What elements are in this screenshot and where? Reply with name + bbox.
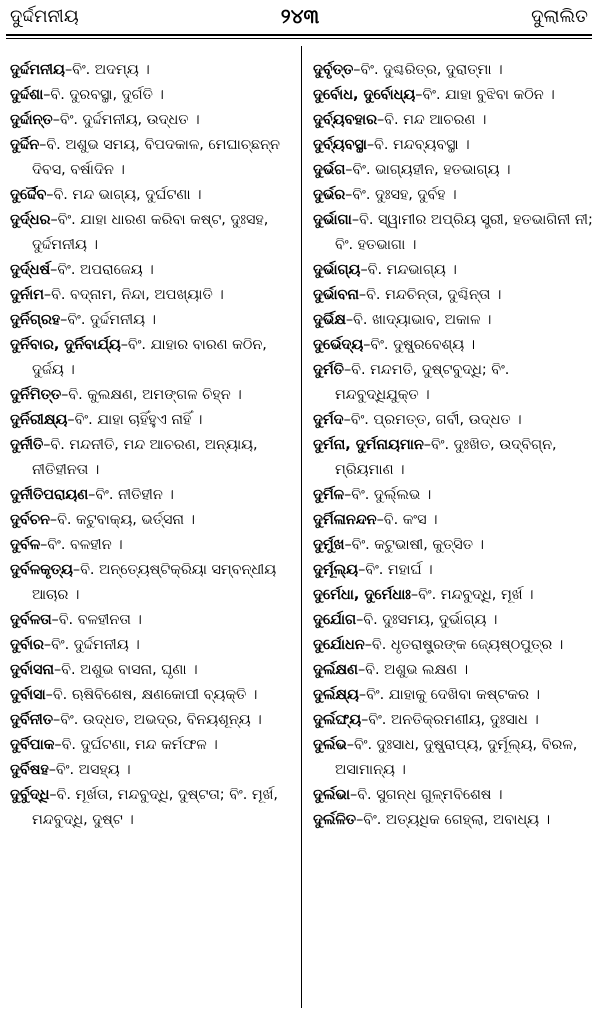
- entry-headword: ଦୁର୍ଦ୍ଦୈବ: [10, 187, 47, 203]
- entry-headword: ଦୁର୍ବ୍ୟବସ୍ଥା: [313, 137, 367, 153]
- entry-definition: –ବି. ମନ୍ଦ ଭାଗ୍ୟ, ଦୁର୍ଘଟଣା ।: [46, 187, 202, 203]
- entry-definition: –ବି. ଖାଦ୍ୟାଭାବ, ଅକାଳ ।: [345, 312, 492, 328]
- dictionary-entry: [10, 258, 294, 283]
- dictionary-entry: [313, 808, 597, 833]
- entry-headword: ଦୁର୍ବିଷହ: [10, 762, 49, 778]
- entry-definition: –ବିଂ. ଉଦ୍ଧତ, ଅଭଦ୍ର, ବିନୟଶୂନ୍ୟ ।: [53, 712, 262, 728]
- entry-headword: ଦୁର୍ବିନୀତ: [10, 712, 54, 728]
- entry-headword: ଦୁର୍ବଳ: [10, 537, 41, 553]
- entry-definition: –ବିଂ. ଯାହା ବୁଝିବା କଠିନ ।: [415, 87, 555, 103]
- left-column: [10, 58, 294, 833]
- entry-definition: –ବିଂ. ଅସହ୍ୟ ।: [48, 762, 131, 778]
- dictionary-entry: [10, 558, 294, 608]
- dictionary-entry: [313, 658, 597, 683]
- entry-headword: ଦୁର୍ଭଗ: [313, 162, 346, 178]
- dictionary-entry: [10, 633, 294, 658]
- dictionary-entry: [313, 358, 597, 408]
- entry-definition: –ବି. ମନ୍ଦଭାଗ୍ୟ ।: [360, 262, 457, 278]
- dictionary-entry: [313, 183, 597, 208]
- entry-definition: –ବି. ବଦ୍‌ନାମ, ନିନ୍ଦା, ଅପଖ୍ୟାତି ।: [43, 287, 224, 303]
- dictionary-entry: [10, 83, 294, 108]
- entry-definition: –ବିଂ. ଦୁର୍ଦ୍ଦମନୀୟ ।: [43, 637, 140, 653]
- entry-headword: ଦୁର୍ଦ୍ଦମନୀୟ: [10, 62, 65, 78]
- dictionary-entry: [313, 533, 597, 558]
- entry-headword: ଦୁର୍ବଚନ: [10, 512, 50, 528]
- entry-headword: ଦୁର୍ବୃତ୍ତ: [313, 62, 354, 78]
- entry-definition: –ବିଂ. ମନ୍ଦବୁଦ୍ଧି, ମୂର୍ଖ ।: [410, 587, 534, 603]
- dictionary-entry: [313, 258, 597, 283]
- entry-headword: ଦୁର୍ଦ୍ଦଶା: [10, 87, 44, 103]
- entry-definition: –ବିଂ. ଦୁଃସହ, ଦୁର୍ବହ ।: [345, 187, 457, 203]
- dictionary-entry: [313, 558, 597, 583]
- dictionary-entry: [10, 783, 294, 833]
- dictionary-entry: [10, 383, 294, 408]
- entry-definition: –ବିଂ. ଦୁର୍ଦ୍ଦମନୀୟ, ଉଦ୍ଧତ ।: [52, 112, 200, 128]
- entry-headword: ଦୁର୍ମନା, ଦୁର୍ମନାୟମାନ: [313, 437, 424, 453]
- entry-headword: ଦୁର୍ବାସନା: [10, 662, 54, 678]
- header-rule-thin: [6, 38, 592, 39]
- dictionary-entry: [10, 758, 294, 783]
- entry-headword: ଦୁର୍ନିମିତ୍ତ: [10, 387, 62, 403]
- dictionary-entry: [313, 508, 597, 533]
- entry-definition: –ବିଂ. ଦୁର୍ଦ୍ଦମନୀୟ ।: [60, 312, 157, 328]
- entry-headword: ଦୁର୍ମୂଲ୍ୟ: [313, 562, 359, 578]
- entry-definition: –ବିଂ. ଅନତିକ୍ରମଣୀୟ, ଦୁଃସାଧ ।: [361, 712, 539, 728]
- dictionary-entry: [313, 58, 597, 83]
- entry-definition: –ବିଂ. ଅପରାଜେୟ ।: [50, 262, 154, 278]
- entry-definition: –ବି. ମନ୍ଦନୀତି, ମନ୍ଦ ଆଚରଣ, ଅନ୍ୟାୟ, ନୀତିହୀନତା ।: [32, 437, 258, 478]
- entry-headword: ଦୁର୍ନିରୀକ୍ଷ୍ୟ: [10, 412, 68, 428]
- dictionary-entry: [10, 683, 294, 708]
- entry-definition: –ବିଂ. ବଳହୀନ ।: [40, 537, 123, 553]
- dictionary-entry: [313, 208, 597, 258]
- entry-headword: ଦୁର୍ବୋଧ, ଦୁର୍ବୋଧ୍ୟ: [313, 87, 416, 103]
- dictionary-entry: [313, 583, 597, 608]
- dictionary-entry: [313, 683, 597, 708]
- entry-headword: ଦୁର୍ମେଧା, ଦୁର୍ମେଧାଃ: [313, 587, 411, 603]
- entry-headword: ଦୁର୍ମିଳ: [313, 487, 345, 503]
- entry-headword: ଦୁର୍ମିଳାନନ୍ଦନ: [313, 512, 377, 528]
- entry-headword: ଦୁର୍ଭେଦ୍ୟ: [313, 337, 364, 353]
- entry-definition: –ବି. ଧୃତରାଷ୍ଟ୍ରଙ୍କ ଜ୍ୟେଷ୍ଠପୁତ୍ର ।: [364, 637, 564, 653]
- entry-definition: –ବି. ଅଶୁଭ ବାସନା, ଘୃଣା ।: [53, 662, 198, 678]
- entry-headword: ଦୁର୍ବାର: [10, 637, 44, 653]
- dictionary-entry: [313, 483, 597, 508]
- entry-definition: –ବି. ଅଶୁଭ ଲକ୍ଷଣ ।: [357, 662, 469, 678]
- entry-definition: –ବିଂ. ଯାହାର ବାରଣ କଠିନ, ଦୁର୍ଜୟ ।: [32, 337, 267, 378]
- dictionary-entry: [10, 708, 294, 733]
- entry-definition: –ବି. କଂସ ।: [376, 512, 438, 528]
- dictionary-entry: [10, 483, 294, 508]
- entry-definition: –ବି. ମନ୍ଦଚିନ୍ତା, ଦୁଶ୍ଚିନ୍ତା ।: [358, 287, 502, 303]
- entry-headword: ଦୁର୍ଦ୍ଦିନ: [10, 137, 40, 153]
- dictionary-entry: [313, 83, 597, 108]
- entry-definition: –ବିଂ. ଅଦମ୍ୟ ।: [64, 62, 150, 78]
- entry-definition: –ବିଂ. ଅତ୍ୟଧିକ ଗେହ୍ଲା, ଅବାଧ୍ୟ ।: [356, 812, 551, 828]
- entry-headword: ଦୁର୍ଲଙ୍ଘ୍ୟ: [313, 712, 362, 728]
- entry-headword: ଦୁର୍ନିବାର, ଦୁର୍ନିବାର୍ଯ୍ୟ: [10, 337, 121, 353]
- entry-headword: ଦୁର୍ଲକ୍ଷ୍ୟ: [313, 687, 359, 703]
- dictionary-entry: [10, 658, 294, 683]
- dictionary-entry: [313, 133, 597, 158]
- entry-definition: –ବିଂ. ଯାହାକୁ ଦେଖିବା କଷ୍ଟକର ।: [358, 687, 540, 703]
- entry-headword: ଦୁର୍ଲଳିତ: [313, 812, 357, 828]
- entry-headword: ଦୁର୍ନୀତି: [10, 437, 44, 453]
- dictionary-entry: [10, 108, 294, 133]
- dictionary-entry: [10, 533, 294, 558]
- entry-headword: ଦୁର୍ଯୋଧନ: [313, 637, 365, 653]
- entry-headword: ଦୁର୍ମଦ: [313, 412, 344, 428]
- dictionary-entry: [10, 608, 294, 633]
- entry-definition: –ବିଂ. ଦୁଃଖିତ, ଉଦ୍‌ବିଗ୍ନ, ମ୍ରିୟମାଣ ।: [335, 437, 557, 478]
- entry-headword: ଦୁର୍ବିପାକ: [10, 737, 55, 753]
- entry-definition: –ବି. ଋଷିବିଶେଷ, କ୍ଷଣକୋପୀ ବ୍ୟକ୍ତି ।: [45, 687, 258, 703]
- entry-headword: ଦୁର୍ଦ୍ଧର୍ଷ: [10, 262, 51, 278]
- entry-definition: –ବିଂ. ନୀତିହୀନ ।: [88, 487, 174, 503]
- dictionary-entry: [313, 733, 597, 783]
- header-rule: [6, 34, 592, 36]
- entry-headword: ଦୁର୍ଭାବନା: [313, 287, 359, 303]
- entry-definition: –ବି. କଟୁବାକ୍ୟ, ଭର୍ତ୍ସନା ।: [49, 512, 195, 528]
- column-divider: [301, 46, 302, 1008]
- entry-headword: ଦୁର୍ବାସା: [10, 687, 46, 703]
- dictionary-entry: [10, 133, 294, 183]
- entry-definition: –ବିଂ. ଯାହା ଚାହିଁହୁଏ ନାହିଁ ।: [67, 412, 203, 428]
- entry-definition: –ବି. କୁଲକ୍ଷଣ, ଅମଙ୍ଗଳ ଚିହ୍ନ ।: [61, 387, 242, 403]
- entry-definition: –ବି. ଅଶୁଭ ସମୟ, ବିପଦକାଳ, ମେଘାଚ୍ଛନ୍ନ ଦିବସ, ବର୍ଷାଦିନ ।: [32, 137, 280, 178]
- dictionary-entry: [313, 708, 597, 733]
- dictionary-entry: [313, 633, 597, 658]
- entry-definition: –ବିଂ. ଦୁର୍ଲ୍ଲଭ ।: [344, 487, 432, 503]
- entry-definition: –ବିଂ. ମହାର୍ଘ ।: [358, 562, 433, 578]
- dictionary-entry: [313, 308, 597, 333]
- entry-headword: ଦୁର୍ଲକ୍ଷଣ: [313, 662, 358, 678]
- entry-definition: –ବିଂ. ଭାଗ୍ୟହୀନ, ହତଭାଗ୍ୟ ।: [345, 162, 511, 178]
- entry-definition: –ବିଂ. ଦୁଷ୍ପ୍ରବେଶ୍ୟ ।: [363, 337, 476, 353]
- entry-definition: –ବି. ମନ୍ଦ ଆଚରଣ ।: [376, 112, 487, 128]
- dictionary-entry: [313, 108, 597, 133]
- entry-headword: ଦୁର୍ବଳକୃତ୍ୟ: [10, 562, 73, 578]
- entry-definition: –ବି. ଦୁଃସମୟ, ଦୁର୍ଭାଗ୍ୟ ।: [356, 612, 498, 628]
- right-guide-word: ଦୁଲାଲିତ: [531, 6, 588, 27]
- dictionary-entry: [313, 158, 597, 183]
- entry-definition: –ବିଂ. ଯାହା ଧାରଣ କରିବା କଷ୍ଟ, ଦୁଃସହ, ଦୁର୍ଦ୍ଦମନୀୟ ।: [32, 212, 269, 253]
- entry-headword: ଦୁର୍ବ୍ୟବହାର: [313, 112, 377, 128]
- left-guide-word: ଦୁର୍ଦ୍ଦମନୀୟ: [10, 6, 79, 27]
- dictionary-entry: [313, 283, 597, 308]
- entry-headword: ଦୁର୍ନାମ: [10, 287, 44, 303]
- entry-headword: ଦୁର୍ଭାଗ୍ୟ: [313, 262, 361, 278]
- entry-definition: –ବି. ମନ୍ଦମତି, ଦୁଷ୍ଟବୁଦ୍ଧି; ବିଂ. ମନ୍ଦବୁଦ୍ଧିଯୁକ୍ତ ।: [335, 362, 510, 403]
- dictionary-entry: [10, 283, 294, 308]
- entry-headword: ଦୁର୍ମୁଖ: [313, 537, 345, 553]
- dictionary-entry: [10, 408, 294, 433]
- entry-headword: ଦୁର୍ଭାଗା: [313, 212, 352, 228]
- entry-headword: ଦୁର୍ଯୋଗ: [313, 612, 357, 628]
- entry-definition: –ବି. ଦୁର୍ଘଟଣା, ମନ୍ଦ କର୍ମଫଳ ।: [54, 737, 218, 753]
- entry-headword: ଦୁର୍ଭର: [313, 187, 346, 203]
- entry-definition: –ବିଂ. କଟୁଭାଷୀ, କୁତ୍ସିତ ।: [344, 537, 485, 553]
- entry-headword: ଦୁର୍ନୀତିପରାୟଣ: [10, 487, 89, 503]
- entry-headword: ଦୁର୍ମତି: [313, 362, 344, 378]
- dictionary-entry: [313, 333, 597, 358]
- entry-headword: ଦୁର୍ବୁଦ୍ଧି: [10, 787, 50, 803]
- dictionary-entry: [313, 783, 597, 808]
- dictionary-entry: [10, 733, 294, 758]
- dictionary-entry: [10, 183, 294, 208]
- dictionary-entry: [313, 408, 597, 433]
- entry-headword: ଦୁର୍ଲଭ: [313, 737, 347, 753]
- entry-definition: –ବି. ଦୁରବସ୍ଥା, ଦୁର୍ଗତି ।: [43, 87, 164, 103]
- dictionary-entry: [313, 608, 597, 633]
- entry-headword: ଦୁର୍ଭିକ୍ଷ: [313, 312, 346, 328]
- entry-definition: –ବିଂ. ଦୁଶ୍ଚରିତ୍ର, ଦୁରାତ୍ମା ।: [353, 62, 503, 78]
- entry-headword: ଦୁର୍ନିଗ୍ରହ: [10, 312, 61, 328]
- entry-headword: ଦୁର୍ଦ୍ଧର: [10, 212, 51, 228]
- dictionary-entry: [313, 433, 597, 483]
- dictionary-entry: [10, 58, 294, 83]
- page-number: ୨୪୩: [280, 4, 320, 28]
- entry-definition: –ବିଂ. ପ୍ରମତ୍ତ, ଗର୍ବୀ, ଉଦ୍ଧତ ।: [343, 412, 522, 428]
- right-column: [313, 58, 597, 833]
- entry-definition: –ବି. ଅନ୍ତ୍ୟେଷ୍ଟିକ୍ରିୟା ସମ୍ବନ୍ଧୀୟ ଆଚାର ।: [32, 562, 277, 603]
- dictionary-entry: [10, 308, 294, 333]
- entry-definition: –ବି. ମୂର୍ଖତା, ମନ୍ଦବୁଦ୍ଧି, ଦୁଷ୍ଟତା; ବିଂ. ମୂର୍ଖ, ମନ୍ଦବୁଦ୍ଧି, ଦୁଷ୍ଟ ।: [32, 787, 278, 828]
- dictionary-entry: [10, 508, 294, 533]
- dictionary-entry: [10, 333, 294, 383]
- dictionary-entry: [10, 433, 294, 483]
- entry-headword: ଦୁର୍ଦ୍ଦାନ୍ତ: [10, 112, 53, 128]
- entry-definition: –ବି. ମନ୍ଦବ୍ୟବସ୍ଥା ।: [366, 137, 470, 153]
- entry-definition: –ବି. ସ୍ୱାମୀର ଅପ୍ରିୟ ସ୍ତ୍ରୀ, ହତଭାଗିନୀ ନୀ; ବିଂ. ହତଭାଗା ।: [335, 212, 593, 253]
- dictionary-entry: [10, 208, 294, 258]
- entry-definition: –ବି. ବଳହୀନତା ।: [51, 612, 142, 628]
- entry-headword: ଦୁର୍ବଳତା: [10, 612, 52, 628]
- entry-definition: –ବିଂ. ଦୁଃସାଧ, ଦୁଷ୍ପ୍ରାପ୍ୟ, ଦୁର୍ମୂଲ୍ୟ, ବିରଳ, ଅସାମାନ୍ୟ ।: [335, 737, 578, 778]
- entry-headword: ଦୁର୍ଲଭା: [313, 787, 351, 803]
- entry-definition: –ବି. ସୁଗନ୍ଧ ଗୁଳ୍ମବିଶେଷ ।: [350, 787, 503, 803]
